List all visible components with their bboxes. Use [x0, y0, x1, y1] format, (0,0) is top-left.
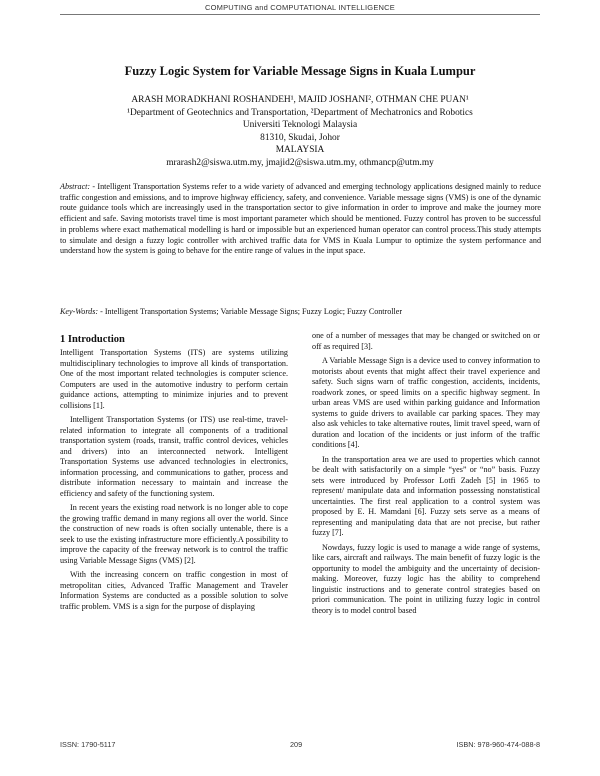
author-city: 81310, Skudai, Johor — [260, 132, 340, 143]
footer-isbn: ISBN: 978-960-474-088-8 — [456, 740, 540, 749]
abstract-label: Abstract: — [60, 182, 91, 191]
header-divider — [60, 14, 540, 15]
right-column — [312, 331, 540, 620]
author-departments: ¹Department of Geotechnics and Transportation, ²Department of Mechatronics and Robotics — [127, 107, 473, 118]
abstract-text: - Intelligent Transportation Systems refer to a wide variety of advanced and emerging technology applications designed mainly to reduce traffic congestion and emissions, and to improve highway efficiency, safety, and convenience. Variable message signs (VMS) is one of the dynamic route guidance tools which are increasingly used in the transportation sector to give information in order to improve and make the journey more efficient and safe. Saving motorists travel time is most important parameter which should be mentioned. Fuzzy control has proven to be successful in problems where exact mathematical modelling is hard or impossible but an experienced human operator can control process.This study attempts to simulate and design a fuzzy logic controller with archived traffic data for VMS in Kuala Lumpur to optimize the system performance and understand how the system is going to behave for the entire range of values in the input space. — [60, 182, 541, 256]
paper-title: Fuzzy Logic System for Variable Message Signs in Kuala Lumpur — [124, 64, 476, 78]
paragraph: Intelligent Transportation Systems (ITS) are systems utilizing multidisciplinary technologies to improve all kinds of transportation. One of the most important related technologies is computer science. Computers are used in the automotive industry to perform certain guidance actions, attempting to minimize injuries and to prevent collisions [1]. — [60, 348, 288, 410]
left-column — [60, 333, 288, 616]
running-header: COMPUTING and COMPUTATIONAL INTELLIGENCE — [205, 3, 395, 12]
author-emails: mrarash2@siswa.utm.my, jmajid2@siswa.utm.my, othmancp@utm.my — [166, 157, 434, 168]
author-block — [0, 94, 600, 170]
author-names: ARASH MORADKHANI ROSHANDEH¹, MAJID JOSHANI², OTHMAN CHE PUAN¹ — [131, 95, 469, 105]
keywords-label: Key-Words: — [60, 307, 99, 316]
author-country: MALAYSIA — [275, 145, 325, 156]
footer-issn: ISSN: 1790-5117 — [60, 740, 116, 749]
keywords — [60, 307, 541, 316]
paragraph: A Variable Message Sign is a device used to convey information to motorists about events that might affect their travel experience and safety. Such signs warn of traffic congestion, accidents, incidents, roadwork zones, or speed limits on a specific highway segment. In urban areas VMS are used within parking guidance and Information systems to guide drivers to available car parking spaces. They may also ask vehicles to take alternative routes, limit travel speed, warn of duration and location of the incidents or just inform of the traffic conditions [4]. — [312, 356, 540, 449]
section-heading: 1 Introduction — [60, 334, 125, 345]
footer-page-number: 209 — [290, 740, 303, 749]
paragraph: In the transportation area we are used to properties which cannot be dealt with satisfactorily on a simple “yes” or “no” basis. Fuzzy sets were introduced by Professor Lotfi Zadeh [5] in 1965 to represent/ manipulate data and information possessing nonstatistical uncertainties. The first real application to a control system was proposed by E. H. Mamdani [6]. Fuzzy sets serve as a means of representing and manipulating data that are not precise, but rather fuzzy [7]. — [312, 454, 540, 537]
keywords-text: - Intelligent Transportation Systems; Variable Message Signs; Fuzzy Logic; Fuzzy Controller — [98, 307, 403, 316]
paragraph: Nowdays, fuzzy logic is used to manage a wide range of systems, like cars, aircraft and railways. The main benefit of fuzzy logic is the opportunity to model the ambiguity and the uncertainty of decision-making. Moreover, fuzzy logic has the ability to comprehend linguistic instructions and to generate control strategies based on priori communication. The point in utilizing fuzzy logic in control theory is to model control based — [312, 542, 540, 615]
paragraph: In recent years the existing road network is no longer able to cope the growing traffic demand in many regions all over the world. Since the construction of new roads is often socially untenable, there is a seek to use the existing infrastructure more efficiently.A possibility to improve the capacity of the freeway network is to control the traffic using Variable Message Signs (VMS) [2]. — [60, 503, 288, 565]
abstract — [60, 182, 541, 257]
paragraph: With the increasing concern on traffic congestion in most of metropolitan cities, Advanced Traffic Management and Traveler Information Systems are conducted as a possible solution to solve traffic problem. VMS is a sign for the purpose of displaying — [60, 570, 288, 611]
paragraph: Intelligent Transportation Systems (or ITS) use real-time, travel-related information to integrate all components of a traditional transportation system (roads, transit, traffic control devices, vehicles and drivers) into an interconnected network. Intelligent Transportation Systems use advanced technologies in electronics, information processing, and communications to gather, process and distribute information necessary to maintain and increase the efficiency and safety of the functioning system. — [60, 415, 288, 498]
paragraph: one of a number of messages that may be changed or switched on or off as required [3]. — [312, 331, 540, 351]
author-university: Universiti Teknologi Malaysia — [242, 120, 358, 131]
